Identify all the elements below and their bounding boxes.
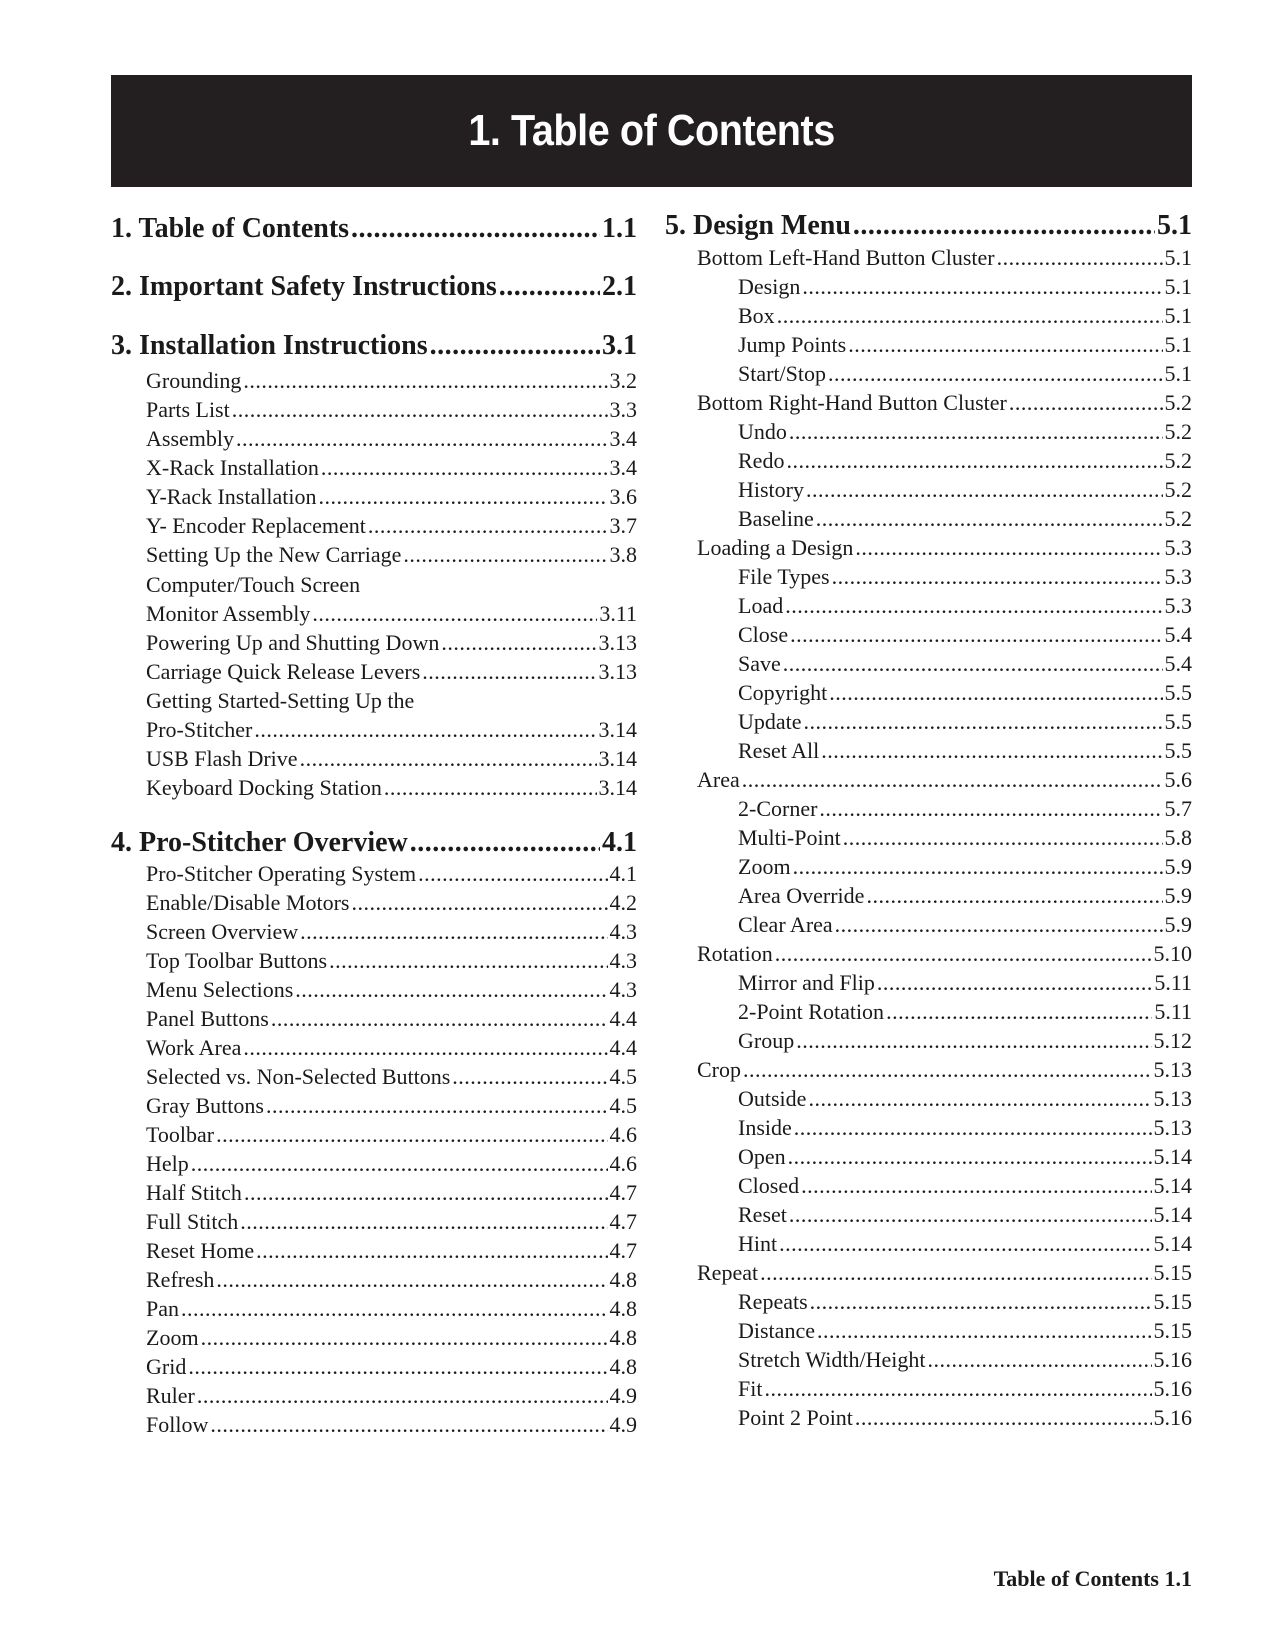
- toc-entry[interactable]: [738, 854, 1192, 882]
- toc-entry[interactable]: [146, 919, 637, 947]
- toc-entry[interactable]: Keyboard Docking Station ..... 3.14: [146, 775, 637, 803]
- toc-entry-page: 5.12: [1153, 1028, 1192, 1053]
- dot-leader: [786, 448, 1162, 474]
- dot-leader: [452, 1064, 607, 1090]
- toc-entry-title: Update: [738, 709, 802, 734]
- dot-leader: [848, 332, 1162, 358]
- dot-leader: [201, 1325, 608, 1351]
- toc-entry[interactable]: [146, 368, 637, 396]
- toc-entry-title: Pan: [146, 1296, 179, 1321]
- toc-entry[interactable]: [146, 1383, 637, 1411]
- toc-entry-page: 4.5: [609, 1064, 637, 1089]
- toc-entry[interactable]: [738, 274, 1192, 302]
- dot-leader: [801, 1173, 1151, 1199]
- toc-entry[interactable]: [146, 1122, 637, 1150]
- toc-entry-title: Area: [697, 767, 740, 792]
- toc-entry[interactable]: [146, 1035, 637, 1063]
- toc-entry[interactable]: [738, 419, 1192, 447]
- toc-entry-sec5[interactable]: 5. Design Menu ..... 5.1: [665, 210, 1192, 244]
- toc-entry-title: Mirror and Flip: [738, 970, 875, 995]
- toc-entry-page: 5.5: [1164, 738, 1192, 763]
- toc-entry-sec1[interactable]: 1. Table of Contents ..... 1.1: [111, 213, 637, 247]
- dot-leader: [318, 484, 607, 510]
- toc-entry[interactable]: [738, 970, 1192, 998]
- toc-entry-page: 5.2: [1164, 390, 1192, 415]
- toc-entry-title: Reset All: [738, 738, 820, 763]
- dot-leader: [271, 1006, 608, 1032]
- dot-leader: [240, 1209, 607, 1235]
- toc-entry[interactable]: Carriage Quick Release Levers ..... 3.13: [146, 659, 637, 687]
- toc-entry-title: Area Override: [738, 883, 865, 908]
- toc-entry-title: Point 2 Point: [738, 1405, 853, 1430]
- toc-entry-title: X-Rack Installation: [146, 455, 319, 480]
- toc-entry[interactable]: [697, 767, 1192, 795]
- dot-leader: [188, 1354, 607, 1380]
- toc-entry[interactable]: [738, 1347, 1192, 1375]
- dot-leader: [804, 709, 1163, 735]
- toc-entry-title: File Types: [738, 564, 830, 589]
- toc-entry[interactable]: [146, 861, 637, 889]
- toc-entry-page: 4.2: [609, 890, 637, 915]
- dot-leader: [877, 970, 1152, 996]
- toc-entry-title: Screen Overview: [146, 919, 299, 944]
- dot-leader: [256, 1238, 607, 1264]
- toc-entry[interactable]: [738, 883, 1192, 911]
- toc-entry[interactable]: [738, 506, 1192, 534]
- toc-entry-page: 5.14: [1153, 1144, 1192, 1169]
- dot-leader: [788, 1144, 1152, 1170]
- toc-entry-title: Rotation: [697, 941, 773, 966]
- dot-leader: [806, 477, 1163, 503]
- toc-entry-page: 4.9: [609, 1383, 637, 1408]
- toc-entry-title: Jump Points: [738, 332, 847, 357]
- page-footer: Table of Contents 1.1: [993, 1566, 1192, 1591]
- toc-entry[interactable]: [738, 1115, 1192, 1143]
- toc-entry-page: 3.2: [609, 368, 637, 393]
- toc-entry-title: History: [738, 477, 804, 502]
- toc-entry-title: Assembly: [146, 426, 234, 451]
- toc-entry-page: 5.13: [1153, 1086, 1192, 1111]
- toc-entry-title: Ruler: [146, 1383, 195, 1408]
- toc-entry-page: 5.5: [1164, 680, 1192, 705]
- toc-entry-page: 3.3: [609, 397, 637, 422]
- toc-entry-title: Group: [738, 1028, 795, 1053]
- toc-entry-title: Inside: [738, 1115, 792, 1140]
- toc-entry-page: 5.1: [1164, 245, 1192, 270]
- dot-leader: [790, 622, 1162, 648]
- toc-entry-page: 5.16: [1153, 1376, 1192, 1401]
- dot-leader: [997, 245, 1163, 271]
- toc-entry-page: 4.7: [609, 1238, 637, 1263]
- toc-entry-page: 4.7: [609, 1180, 637, 1205]
- toc-entry-page: 5.15: [1153, 1289, 1192, 1314]
- toc-entry-page: 5.16: [1153, 1405, 1192, 1430]
- dot-leader: [743, 1057, 1152, 1083]
- toc-entry-page: 5.5: [1164, 709, 1192, 734]
- dot-leader: [775, 941, 1152, 967]
- toc-entry-sec3[interactable]: 3. Installation Instructions ..... 3.1: [111, 330, 637, 364]
- toc-entry-title: Copyright: [738, 680, 828, 705]
- toc-entry[interactable]: [738, 593, 1192, 621]
- toc-entry-page: 5.9: [1164, 912, 1192, 937]
- toc-entry[interactable]: Powering Up and Shutting Down ..... 3.13: [146, 630, 637, 658]
- dot-leader: [808, 1086, 1151, 1112]
- toc-entry-title: Help: [146, 1151, 189, 1176]
- toc-entry-title: Distance: [738, 1318, 815, 1343]
- toc-entry-sec4[interactable]: 4. Pro-Stitcher Overview ..... 4.1: [111, 827, 637, 861]
- dot-leader: [821, 738, 1162, 764]
- dot-leader: [236, 426, 608, 452]
- dot-leader: [855, 1405, 1152, 1431]
- toc-entry-title: Enable/Disable Motors: [146, 890, 350, 915]
- toc-entry-page: 5.15: [1153, 1260, 1192, 1285]
- toc-entry-page: 4.6: [609, 1122, 637, 1147]
- toc-entry[interactable]: [738, 651, 1192, 679]
- toc-entry[interactable]: [738, 999, 1192, 1027]
- toc-entry-page: 5.9: [1164, 854, 1192, 879]
- toc-entry-title: Clear Area: [738, 912, 833, 937]
- toc-entry[interactable]: [146, 542, 637, 570]
- toc-entry[interactable]: [738, 1202, 1192, 1230]
- toc-entry-page: 5.6: [1164, 767, 1192, 792]
- toc-entry[interactable]: [697, 1260, 1192, 1288]
- dot-leader: [794, 1115, 1152, 1141]
- toc-entry[interactable]: [738, 477, 1192, 505]
- toc-entry-page: 4.8: [609, 1296, 637, 1321]
- toc-entry-title: Load: [738, 593, 784, 618]
- toc-entry-title: Start/Stop: [738, 361, 827, 386]
- toc-entry-page: 4.6: [609, 1151, 637, 1176]
- toc-entry-title: Fit: [738, 1376, 763, 1401]
- toc-entry-page: 4.8: [609, 1267, 637, 1292]
- toc-entry-title: Zoom: [738, 854, 791, 879]
- toc-entry-page: 3.8: [609, 542, 637, 567]
- toc-entry[interactable]: [697, 941, 1192, 969]
- toc-entry-title: Closed: [738, 1173, 800, 1198]
- dot-leader: [232, 397, 608, 423]
- toc-entry-page: 5.11: [1154, 970, 1192, 995]
- toc-entry-page: 5.1: [1164, 274, 1192, 299]
- toc-entry-title: Repeats: [738, 1289, 808, 1314]
- toc-entry[interactable]: [738, 1028, 1192, 1056]
- toc-entry-page: 3.4: [609, 426, 637, 451]
- dot-leader: [321, 455, 608, 481]
- toc-entry-page: 5.14: [1153, 1231, 1192, 1256]
- toc-entry-page: 4.9: [609, 1412, 637, 1437]
- toc-entry-title: Close: [738, 622, 789, 647]
- toc-entry-title: Stretch Width/Height: [738, 1347, 926, 1372]
- toc-entry-page: 5.2: [1164, 419, 1192, 444]
- toc-entry-title: Full Stitch: [146, 1209, 239, 1234]
- toc-entry[interactable]: [146, 1238, 637, 1266]
- toc-entry-title: Bottom Right-Hand Button Cluster: [697, 390, 1007, 415]
- dot-leader: [742, 767, 1163, 793]
- toc-entry-page: 5.13: [1153, 1057, 1192, 1082]
- toc-entry[interactable]: [146, 426, 637, 454]
- toc-entry-title: Outside: [738, 1086, 807, 1111]
- toc-entry-page: 5.2: [1164, 477, 1192, 502]
- toc-wrap-line: Computer/Touch Screen: [146, 572, 361, 597]
- dot-leader: [789, 419, 1163, 445]
- toc-entry[interactable]: [146, 484, 637, 512]
- toc-entry-page: 5.14: [1153, 1173, 1192, 1198]
- toc-entry[interactable]: [738, 1318, 1192, 1346]
- toc-entry-title: Zoom: [146, 1325, 199, 1350]
- dot-leader: [835, 912, 1163, 938]
- dot-leader: [802, 274, 1162, 300]
- dot-leader: [855, 535, 1162, 561]
- toc-entry[interactable]: [146, 948, 637, 976]
- toc-entry-title: Hint: [738, 1231, 778, 1256]
- toc-entry-page: 4.3: [609, 948, 637, 973]
- dot-leader: [764, 1376, 1151, 1402]
- dot-leader: [886, 999, 1152, 1025]
- toc-entry-title: Box: [738, 303, 775, 328]
- dot-leader: [779, 1231, 1151, 1257]
- toc-entry-title: Grounding: [146, 368, 242, 393]
- dot-leader: [817, 1318, 1152, 1344]
- toc-entry-page: 5.9: [1164, 883, 1192, 908]
- toc-entry[interactable]: USB Flash Drive ..... 3.14: [146, 746, 637, 774]
- toc-entry-title: Loading a Design: [697, 535, 854, 560]
- toc-entry[interactable]: [738, 622, 1192, 650]
- toc-entry-page: 3.6: [609, 484, 637, 509]
- toc-entry[interactable]: [738, 361, 1192, 389]
- toc-entry[interactable]: [738, 1289, 1192, 1317]
- toc-entry[interactable]: [146, 397, 637, 425]
- toc-entry[interactable]: [146, 1093, 637, 1121]
- toc-entry[interactable]: [146, 455, 637, 483]
- toc-entry-page: 3.4: [609, 455, 637, 480]
- dot-leader: [197, 1383, 608, 1409]
- dot-leader: [785, 593, 1162, 619]
- dot-leader: [866, 883, 1162, 909]
- dot-leader: [816, 506, 1163, 532]
- toc-entry-title: Reset: [738, 1202, 787, 1227]
- toc-entry[interactable]: [738, 825, 1192, 853]
- toc-entry-title: Redo: [738, 448, 785, 473]
- toc-entry-page: 5.3: [1164, 593, 1192, 618]
- toc-entry-page: 4.8: [609, 1325, 637, 1350]
- toc-entry-page: 5.15: [1153, 1318, 1192, 1343]
- toc-entry-sec2[interactable]: 2. Important Safety Instructions ..... 2.1: [111, 271, 637, 305]
- toc-entry-title: Setting Up the New Carriage: [146, 542, 402, 567]
- toc-entry-title: Crop: [697, 1057, 741, 1082]
- toc-entry-page: 4.4: [609, 1006, 637, 1031]
- toc-entry-page: 4.7: [609, 1209, 637, 1234]
- toc-entry-title: Reset Home: [146, 1238, 255, 1263]
- toc-entry[interactable]: [738, 738, 1192, 766]
- toc-entry-page: 4.3: [609, 919, 637, 944]
- toc-entry-title: Y-Rack Installation: [146, 484, 317, 509]
- toc-entry-title: Refresh: [146, 1267, 215, 1292]
- toc-entry-title: Parts List: [146, 397, 230, 422]
- toc-entry-title: Gray Buttons: [146, 1093, 264, 1118]
- toc-entry[interactable]: [146, 1180, 637, 1208]
- toc-entry-page: 4.3: [609, 977, 637, 1002]
- toc-entry[interactable]: [146, 1151, 637, 1179]
- dot-leader: [266, 1093, 608, 1119]
- toc-entry-page: 5.4: [1164, 622, 1192, 647]
- toc-entry[interactable]: [738, 1231, 1192, 1259]
- toc-entry[interactable]: [738, 1405, 1192, 1433]
- toc-entry[interactable]: [738, 796, 1192, 824]
- toc-entry-title: Half Stitch: [146, 1180, 242, 1205]
- toc-entry-page: 5.3: [1164, 535, 1192, 560]
- toc-entry[interactable]: [738, 564, 1192, 592]
- toc-entry-title: Design: [738, 274, 801, 299]
- dot-leader: [243, 1035, 607, 1061]
- dot-leader: [783, 651, 1163, 677]
- toc-entry-page: 4.8: [609, 1354, 637, 1379]
- toc-entry-page: 5.7: [1164, 796, 1192, 821]
- dot-leader: [777, 303, 1163, 329]
- toc-entry[interactable]: [697, 1057, 1192, 1085]
- dot-leader: [351, 890, 607, 916]
- toc-entry-title: Selected vs. Non-Selected Buttons: [146, 1064, 451, 1089]
- toc-entry-title: Y- Encoder Replacement: [146, 513, 366, 538]
- toc-entry[interactable]: [146, 1267, 637, 1295]
- toc-entry[interactable]: [697, 535, 1192, 563]
- dot-leader: [760, 1260, 1151, 1286]
- dot-leader: [191, 1151, 608, 1177]
- dot-leader: [216, 1122, 607, 1148]
- dot-leader: [418, 861, 607, 887]
- toc-entry[interactable]: [146, 1006, 637, 1034]
- toc-entry[interactable]: [738, 1086, 1192, 1114]
- dot-leader: [819, 796, 1162, 822]
- toc-entry-title: Toolbar: [146, 1122, 215, 1147]
- toc-entry[interactable]: [697, 245, 1192, 273]
- toc-entry-title: Repeat: [697, 1260, 759, 1285]
- toc-entry[interactable]: [738, 709, 1192, 737]
- toc-entry-page: 5.3: [1164, 564, 1192, 589]
- dot-leader: [300, 919, 607, 945]
- toc-wrap-line: Getting Started-Setting Up the: [146, 688, 415, 713]
- toc-entry[interactable]: [146, 890, 637, 918]
- toc-entry[interactable]: [738, 332, 1192, 360]
- toc-entry-page: 5.2: [1164, 506, 1192, 531]
- toc-entry-title: Open: [738, 1144, 786, 1169]
- toc-entry-title: Pro-Stitcher Operating System: [146, 861, 417, 886]
- dot-leader: [181, 1296, 608, 1322]
- dot-leader: [368, 513, 608, 539]
- toc-entry[interactable]: [146, 1354, 637, 1382]
- toc-entry-page: 5.10: [1153, 941, 1192, 966]
- toc-entry-title: Panel Buttons: [146, 1006, 269, 1031]
- dot-leader: [210, 1412, 607, 1438]
- toc-entry-page: 4.5: [609, 1093, 637, 1118]
- toc-entry[interactable]: [738, 448, 1192, 476]
- dot-leader: [216, 1267, 607, 1293]
- toc-entry-page: 5.1: [1164, 361, 1192, 386]
- toc-entry[interactable]: Monitor Assembly ..... 3.11: [146, 601, 637, 629]
- toc-entry-title: Follow: [146, 1412, 209, 1437]
- dot-leader: [832, 564, 1163, 590]
- toc-entry[interactable]: [738, 912, 1192, 940]
- dot-leader: [793, 854, 1163, 880]
- toc-entry-title: Bottom Left-Hand Button Cluster: [697, 245, 995, 270]
- toc-entry[interactable]: Pro-Stitcher ..... 3.14: [146, 717, 637, 745]
- toc-entry[interactable]: [738, 1376, 1192, 1404]
- toc-entry-title: Grid: [146, 1354, 187, 1379]
- page-title: 1. Table of Contents: [468, 106, 835, 155]
- toc-entry-title: Menu Selections: [146, 977, 294, 1002]
- toc-entry[interactable]: [738, 303, 1192, 331]
- toc-entry-page: 5.14: [1153, 1202, 1192, 1227]
- dot-leader: [928, 1347, 1152, 1373]
- toc-entry-title: Multi-Point: [738, 825, 841, 850]
- toc-entry-page: 5.1: [1164, 332, 1192, 357]
- toc-entry-page: 5.1: [1164, 303, 1192, 328]
- dot-leader: [244, 1180, 608, 1206]
- dot-leader: [810, 1289, 1152, 1315]
- toc-entry-page: 5.11: [1154, 999, 1192, 1024]
- dot-leader: [828, 361, 1162, 387]
- toc-entry-title: 2-Corner: [738, 796, 818, 821]
- toc-entry[interactable]: [697, 390, 1192, 418]
- toc-entry[interactable]: [146, 513, 637, 541]
- title-banner: [111, 75, 1192, 187]
- toc-entry[interactable]: [146, 1412, 637, 1440]
- toc-entry-page: 5.13: [1153, 1115, 1192, 1140]
- toc-entry[interactable]: [146, 1209, 637, 1237]
- dot-leader: [295, 977, 607, 1003]
- toc-entry-page: 4.1: [609, 861, 637, 886]
- dot-leader: [796, 1028, 1151, 1054]
- toc-entry-title: Save: [738, 651, 781, 676]
- toc-entry[interactable]: [146, 1296, 637, 1324]
- toc-entry-page: 5.8: [1164, 825, 1192, 850]
- toc-entry-title: Undo: [738, 419, 787, 444]
- toc-entry-title: 2-Point Rotation: [738, 999, 885, 1024]
- dot-leader: [329, 948, 607, 974]
- toc-entry[interactable]: [738, 680, 1192, 708]
- toc-entry-page: 3.7: [609, 513, 637, 538]
- toc-entry-page: 5.16: [1153, 1347, 1192, 1372]
- dot-leader: [789, 1202, 1152, 1228]
- toc-entry[interactable]: [738, 1144, 1192, 1172]
- dot-leader: [403, 542, 607, 568]
- toc-entry[interactable]: [146, 1064, 637, 1092]
- dot-leader: [243, 368, 607, 394]
- toc-entry-page: 5.4: [1164, 651, 1192, 676]
- toc-entry-title: Top Toolbar Buttons: [146, 948, 328, 973]
- dot-leader: [829, 680, 1162, 706]
- dot-leader: [1009, 390, 1163, 416]
- toc-entry[interactable]: [146, 1325, 637, 1353]
- toc-entry[interactable]: [146, 977, 637, 1005]
- toc-entry-page: 4.4: [609, 1035, 637, 1060]
- toc-entry-title: Work Area: [146, 1035, 242, 1060]
- toc-entry-title: Baseline: [738, 506, 814, 531]
- toc-entry-page: 5.2: [1164, 448, 1192, 473]
- toc-entry[interactable]: [738, 1173, 1192, 1201]
- dot-leader: [843, 825, 1163, 851]
